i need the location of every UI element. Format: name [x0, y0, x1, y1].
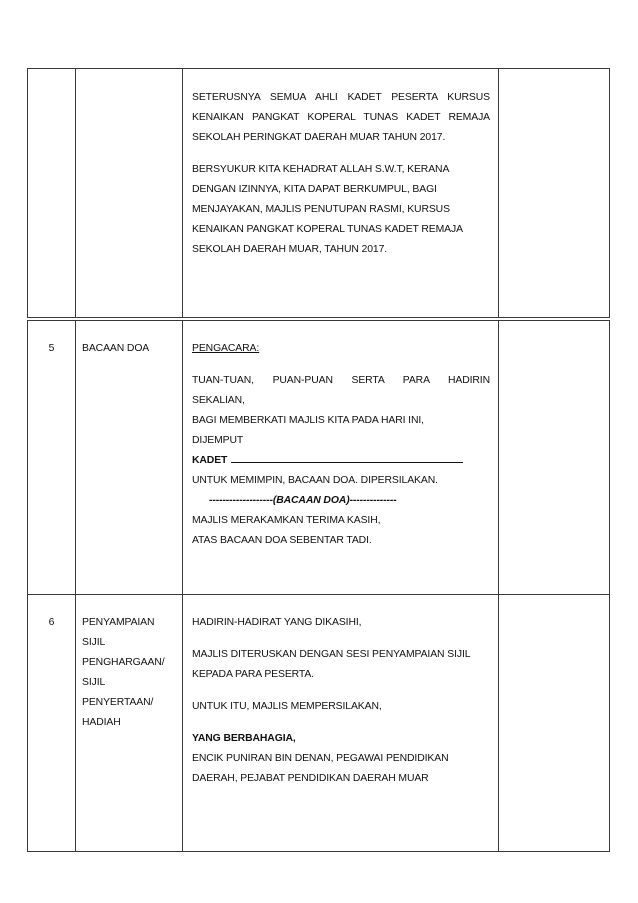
table-row-doa: [28, 321, 610, 595]
item-label: [76, 595, 183, 852]
doa-separator: -------------------(BACAAN DOA)--------------: [209, 495, 397, 506]
item-label-line: HADIAH: [82, 717, 121, 728]
continued-program-table: [27, 68, 610, 318]
item-label: BACAAN DOA: [76, 321, 183, 595]
item-cell: [76, 69, 183, 318]
script-line: KENAIKAN PANGKAT KOPERAL TUNAS KADET REMAJA: [192, 112, 490, 123]
script-line: SETERUSNYA SEMUA AHLI KADET PESERTA KURSUS: [192, 92, 490, 103]
script-line: TUAN-TUAN, PUAN-PUAN SERTA PARA HADIRIN: [192, 375, 490, 386]
script-line: ENCIK PUNIRAN BIN DENAN, PEGAWAI PENDIDIKAN: [192, 753, 449, 764]
script-line: SEKOLAH PERINGKAT DAERAH MUAR TAHUN 2017.: [192, 132, 446, 143]
script-line: KENAIKAN PANGKAT KOPERAL TUNAS KADET REMAJA: [192, 224, 463, 235]
notes-cell: [499, 595, 610, 852]
row-number: 5: [28, 321, 76, 595]
script-cell: [183, 595, 499, 852]
script-line: UNTUK MEMIMPIN, BACAAN DOA. DIPERSILAKAN.: [192, 475, 438, 486]
emcee-heading: PENGACARA:: [192, 343, 260, 354]
script-line: BERSYUKUR KITA KEHADRAT ALLAH S.W.T, KERANA: [192, 164, 450, 175]
script-line: UNTUK ITU, MAJLIS MEMPERSILAKAN,: [192, 701, 382, 712]
kadet-line: [192, 451, 490, 471]
script-line: BAGI MEMBERKATI MAJLIS KITA PADA HARI INI,: [192, 415, 424, 426]
script-cell: [183, 321, 499, 595]
row-number: 6: [28, 595, 76, 852]
honorific-line: YANG BERBAHAGIA,: [192, 733, 296, 744]
script-line: MENJAYAKAN, MAJLIS PENUTUPAN RASMI, KURSUS: [192, 204, 450, 215]
script-line: ATAS BACAAN DOA SEBENTAR TADI.: [192, 535, 372, 546]
table-row-sijil: [28, 595, 610, 852]
program-table: [27, 320, 610, 852]
script-line: SEKALIAN,: [192, 395, 245, 406]
script-line: HADIRIN-HADIRAT YANG DIKASIHI,: [192, 617, 362, 628]
item-label-line: PENGHARGAAN/: [82, 657, 165, 668]
script-cell: [183, 69, 499, 318]
script-line: MAJLIS MERAKAMKAN TERIMA KASIH,: [192, 515, 381, 526]
script-line: DENGAN IZINNYA, KITA DAPAT BERKUMPUL, BAGI: [192, 184, 437, 195]
script-line: MAJLIS DITERUSKAN DENGAN SESI PENYAMPAIAN SIJIL: [192, 649, 471, 660]
script-line: DAERAH, PEJABAT PENDIDIKAN DAERAH MUAR: [192, 773, 429, 784]
notes-cell: [499, 321, 610, 595]
script-line: DIJEMPUT: [192, 435, 244, 446]
item-label-line: PENYERTAAN/: [82, 697, 154, 708]
table-row: [28, 69, 610, 318]
item-label-line: SIJIL: [82, 677, 106, 688]
script-line: KEPADA PARA PESERTA.: [192, 669, 314, 680]
script-line: SEKOLAH DAERAH MUAR, TAHUN 2017.: [192, 244, 388, 255]
name-blank: [231, 451, 463, 463]
notes-cell: [499, 69, 610, 318]
item-label-line: SIJIL: [82, 637, 106, 648]
number-cell: [28, 69, 76, 318]
kadet-label: KADET: [192, 455, 228, 466]
item-label-line: PENYAMPAIAN: [82, 617, 155, 628]
